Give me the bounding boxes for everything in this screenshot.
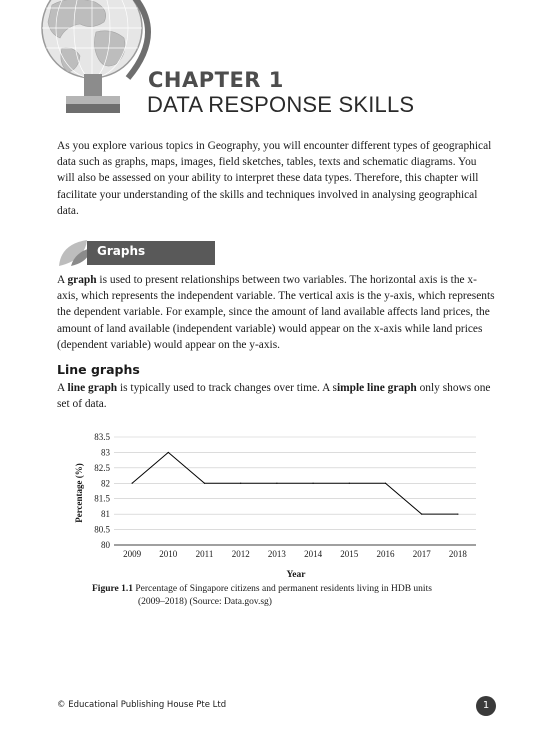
chart-y-tick-label: 83 xyxy=(101,447,110,458)
chart-data-point xyxy=(132,483,133,484)
chapter-title: DATA RESPONSE SKILLS xyxy=(147,92,415,117)
line-graph-term: line graph xyxy=(67,382,118,394)
chart-x-tick-label: 2011 xyxy=(195,549,214,559)
leaf-icon xyxy=(57,238,91,268)
chart-x-tick-label: 2014 xyxy=(304,549,323,559)
chart-y-tick-label: 80.5 xyxy=(94,524,110,535)
chart-y-tick-label: 82.5 xyxy=(94,462,110,473)
chart-data-point xyxy=(276,483,277,484)
line-graphs-heading: Line graphs xyxy=(57,362,140,377)
copyright-notice: © Educational Publishing House Pte Ltd xyxy=(57,700,227,710)
figure-caption: Figure 1.1 Percentage of Singapore citizens and permanent residents living in HDB units (2009–2018) (Source: Data.gov.sg) xyxy=(92,584,432,607)
chart-x-tick-label: 2010 xyxy=(159,549,178,559)
graphs-heading: Graphs xyxy=(97,244,146,258)
chart-y-tick-label: 82 xyxy=(101,478,110,489)
chart-y-axis-label: Percentage (%) xyxy=(74,463,84,523)
simple-line-graph-term: imple line graph xyxy=(337,382,417,394)
page-number-badge: 1 xyxy=(476,696,496,716)
chart-data-point xyxy=(313,483,314,484)
intro-paragraph: As you explore various topics in Geography, you will encounter different types of geographical data such as graphs, maps, images, field sketches, tables, texts and schematic diagrams. You will also be assessed on your ability to interpret these data types. Therefore, this chapter will facilitate your understanding of the skills and techniques involved in analysing geographical data. xyxy=(57,140,492,217)
chart-x-tick-label: 2017 xyxy=(412,549,431,559)
chart-data-point xyxy=(457,514,458,515)
figure-label: Figure 1.1 xyxy=(92,584,133,594)
globe-illustration xyxy=(0,0,160,120)
chart-data-point xyxy=(349,483,350,484)
chart-data-point xyxy=(240,483,241,484)
line-graph-paragraph: A line graph is typically used to track changes over time. A simple line graph only shows one set of data. xyxy=(57,382,491,411)
graph-definition-paragraph: A graph is used to present relationships between two variables. The horizontal axis is the x-axis, which represents the independent variable. The vertical axis is the y-axis, which represents the dependent variable. For example, since the amount of land available affects land prices, the amount of land available (independent variable) would appear on the x-axis while land prices (dependent variable) would appear on the y-axis. xyxy=(57,274,495,351)
graphs-section-header xyxy=(57,238,162,268)
chart-x-tick-label: 2009 xyxy=(123,549,142,559)
chart-y-tick-label: 81 xyxy=(101,509,110,520)
graph-term: graph xyxy=(67,274,97,286)
chart-data-point xyxy=(421,514,422,515)
chart-x-axis-label: Year xyxy=(286,570,306,580)
chart-y-tick-label: 80 xyxy=(101,540,110,550)
chart-x-tick-label: 2016 xyxy=(376,549,395,559)
chart-data-point xyxy=(168,452,169,453)
chart-data-point xyxy=(385,483,386,484)
chapter-label: CHAPTER 1 xyxy=(148,68,284,92)
chart-x-tick-label: 2013 xyxy=(267,549,286,559)
chart-x-tick-label: 2015 xyxy=(340,549,359,559)
chart-x-tick-label: 2018 xyxy=(448,549,467,559)
chart-y-tick-label: 81.5 xyxy=(94,493,110,504)
chart-y-tick-label: 83.5 xyxy=(94,432,110,442)
chart-x-tick-label: 2012 xyxy=(231,549,250,559)
line-chart xyxy=(66,425,486,585)
chart-data-point xyxy=(204,483,205,484)
